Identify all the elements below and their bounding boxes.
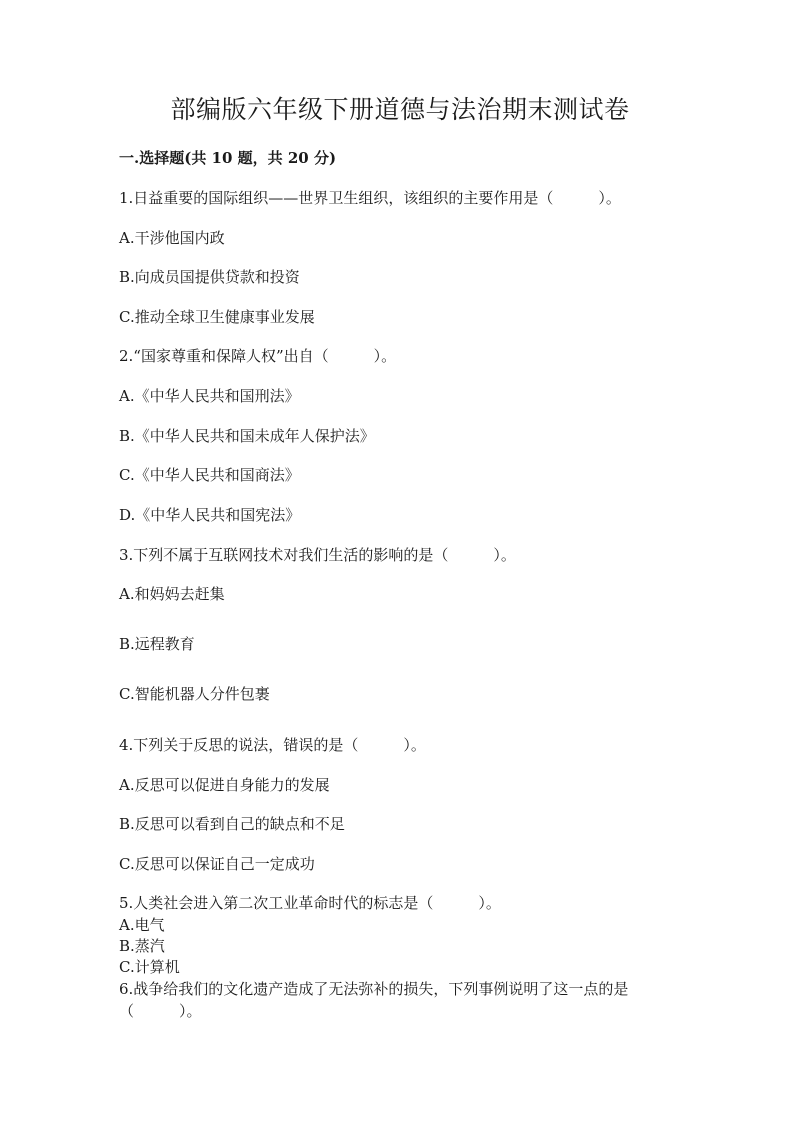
question-stem: 6.战争给我们的文化遗产造成了无法弥补的损失，下列事例说明了这一点的是（ ）。 [119,980,629,1020]
question-stem: 2.“国家尊重和保障人权”出自（ ）。 [119,347,397,365]
answer-option: A.《中华人民共和国刑法》 [119,387,300,405]
answer-option: C.计算机 [119,958,180,976]
answer-option: A.电气 [119,916,165,934]
section-heading: 一.选择题(共 10 题，共 20 分) [119,149,337,167]
question-stem: 5.人类社会进入第二次工业革命时代的标志是（ ）。 [119,894,501,912]
answer-option: B.向成员国提供贷款和投资 [119,268,300,286]
question-stem: 4.下列关于反思的说法，错误的是（ ）。 [119,736,426,754]
answer-option: B.蒸汽 [119,937,165,955]
question-stem: 3.下列不属于互联网技术对我们生活的影响的是（ ）。 [119,546,516,564]
answer-option: A.反思可以促进自身能力的发展 [119,776,330,794]
answer-option: B.远程教育 [119,635,195,653]
answer-option: D.《中华人民共和国宪法》 [119,506,301,524]
answer-option: C.智能机器人分件包裹 [119,685,270,703]
question-stem: 1.日益重要的国际组织——世界卫生组织，该组织的主要作用是（ ）。 [119,189,621,207]
answer-option: B.《中华人民共和国未成年人保护法》 [119,427,375,445]
answer-option: B.反思可以看到自己的缺点和不足 [119,815,345,833]
answer-option: C.《中华人民共和国商法》 [119,466,300,484]
answer-option: C.推动全球卫生健康事业发展 [119,308,315,326]
answer-option: C.反思可以保证自己一定成功 [119,855,315,873]
page-title: 部编版六年级下册道德与法治期末测试卷 [170,95,630,124]
answer-option: A.干涉他国内政 [119,229,225,247]
answer-option: A.和妈妈去赶集 [119,585,225,603]
